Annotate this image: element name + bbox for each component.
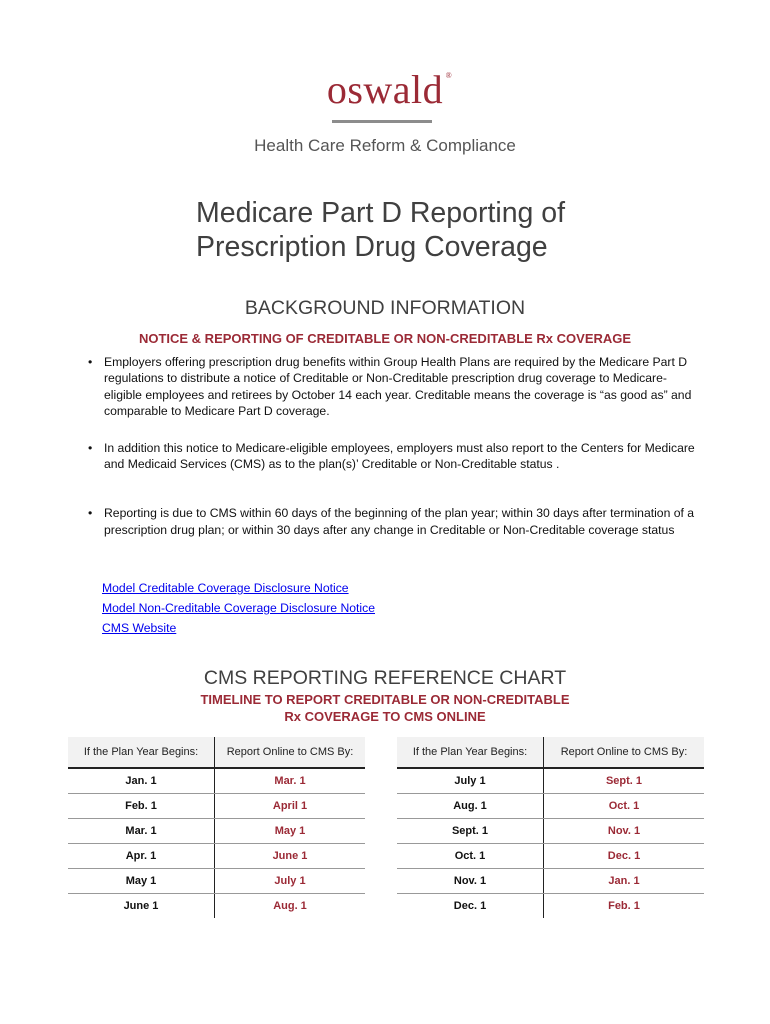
link-cms-website[interactable]: CMS Website [102, 621, 177, 635]
title-line-2: Prescription Drug Coverage [196, 231, 548, 263]
report-by-cell: Aug. 1 [215, 894, 366, 919]
plan-begins-cell: Dec. 1 [453, 900, 487, 912]
bullet-dot-icon: • [88, 506, 93, 521]
registered-mark: ® [445, 71, 453, 80]
plan-begins-cell: May 1 [68, 869, 215, 894]
reporting-reference-table [68, 737, 704, 918]
table-header-row [68, 737, 704, 768]
table-row [68, 819, 704, 844]
bullet-item [88, 505, 704, 538]
logo-divider [332, 120, 432, 123]
bullet-text: In addition this notice to Medicare-eligible employees, employers must also report to the Centers for Medicare and Medicaid Services (CMS) as to the plan(s)’ Creditable or Non-Creditable status . [104, 440, 695, 472]
report-by-cell: Feb. 1 [544, 894, 705, 919]
plan-begins-cell: Aug. 1 [397, 794, 544, 819]
bullet-dot-icon: • [88, 355, 93, 369]
table-gap [365, 869, 397, 894]
table-row [68, 768, 704, 794]
link-non-creditable-notice[interactable]: Model Non-Creditable Coverage Disclosure Notice [102, 601, 375, 615]
report-by-cell: July 1 [215, 869, 366, 894]
report-by-cell: Sept. 1 [544, 768, 705, 794]
table-gap [365, 794, 397, 819]
logo-text: oswald [326, 67, 444, 112]
bullet-item [88, 354, 704, 420]
report-by-cell: June 1 [215, 844, 366, 869]
report-by-cell: Dec. 1 [544, 844, 705, 869]
bullet-dot-icon: • [88, 440, 93, 455]
background-bullet-list [88, 354, 704, 558]
report-by-cell: Jan. 1 [544, 869, 705, 894]
header-plan-year-begins-left: If the Plan Year Begins: [68, 737, 215, 768]
plan-begins-cell: Apr. 1 [68, 844, 215, 869]
report-by-cell: May 1 [215, 819, 366, 844]
table-gap [365, 737, 397, 768]
table-gap [365, 844, 397, 869]
plan-begins-cell: Sept. 1 [397, 819, 544, 844]
header-report-by-left: Report Online to CMS By: [215, 737, 366, 768]
page-subtitle: Health Care Reform & Compliance [254, 136, 516, 155]
bullet-text: Reporting is due to CMS within 60 days of the beginning of the plan year; within 30 days after termination of a prescription drug plan; or within 30 days after any change in Creditable or Non-Creditable coverage status [104, 506, 695, 537]
bullet-text: Employers offering prescription drug benefits within Group Health Plans are required by the Medicare Part D regulations to distribute a notice of Creditable or Non-Creditable prescription drug coverage to Medicare-eligible employees and retirees by October 14 each year. Creditable means the coverage is “as good as” and comparable to Medicare Part D coverage. [104, 355, 692, 419]
table-gap [365, 819, 397, 844]
link-creditable-notice[interactable]: Model Creditable Coverage Disclosure Notice [102, 581, 349, 595]
report-by-cell: Oct. 1 [544, 794, 705, 819]
plan-begins-cell: Mar. 1 [68, 819, 215, 844]
plan-begins-cell: Nov. 1 [397, 869, 544, 894]
chart-subheading-line-2: Rx COVERAGE TO CMS ONLINE [284, 709, 486, 724]
table-gap [365, 768, 397, 794]
notice-subheading: NOTICE & REPORTING OF CREDITABLE OR NON-CREDITABLE Rx COVERAGE [138, 331, 632, 346]
logo-wordmark [326, 66, 453, 114]
plan-begins-cell: Jan. 1 [68, 768, 215, 794]
table-gap [365, 894, 397, 919]
table-row [68, 794, 704, 819]
plan-begins-cell: Oct. 1 [397, 844, 544, 869]
table-row [68, 844, 704, 869]
chart-subheading-line-1: TIMELINE TO REPORT CREDITABLE OR NON-CREDITABLE [200, 692, 570, 707]
resource-links [102, 578, 375, 638]
plan-begins-cell: June 1 [123, 900, 159, 912]
company-logo [0, 66, 770, 114]
report-by-cell: Mar. 1 [215, 768, 366, 794]
plan-begins-cell: Feb. 1 [68, 794, 215, 819]
background-heading: BACKGROUND INFORMATION [244, 297, 526, 319]
report-by-cell: April 1 [215, 794, 366, 819]
bullet-item [88, 440, 704, 473]
chart-heading: CMS REPORTING REFERENCE CHART [203, 667, 567, 689]
report-by-cell: Nov. 1 [544, 819, 705, 844]
header-report-by-right: Report Online to CMS By: [544, 737, 705, 768]
table-row [68, 869, 704, 894]
title-line-1: Medicare Part D Reporting of [196, 197, 566, 229]
table-row [68, 894, 704, 919]
header-plan-year-begins-right: If the Plan Year Begins: [397, 737, 544, 768]
document-title [196, 196, 716, 264]
plan-begins-cell: July 1 [397, 768, 544, 794]
